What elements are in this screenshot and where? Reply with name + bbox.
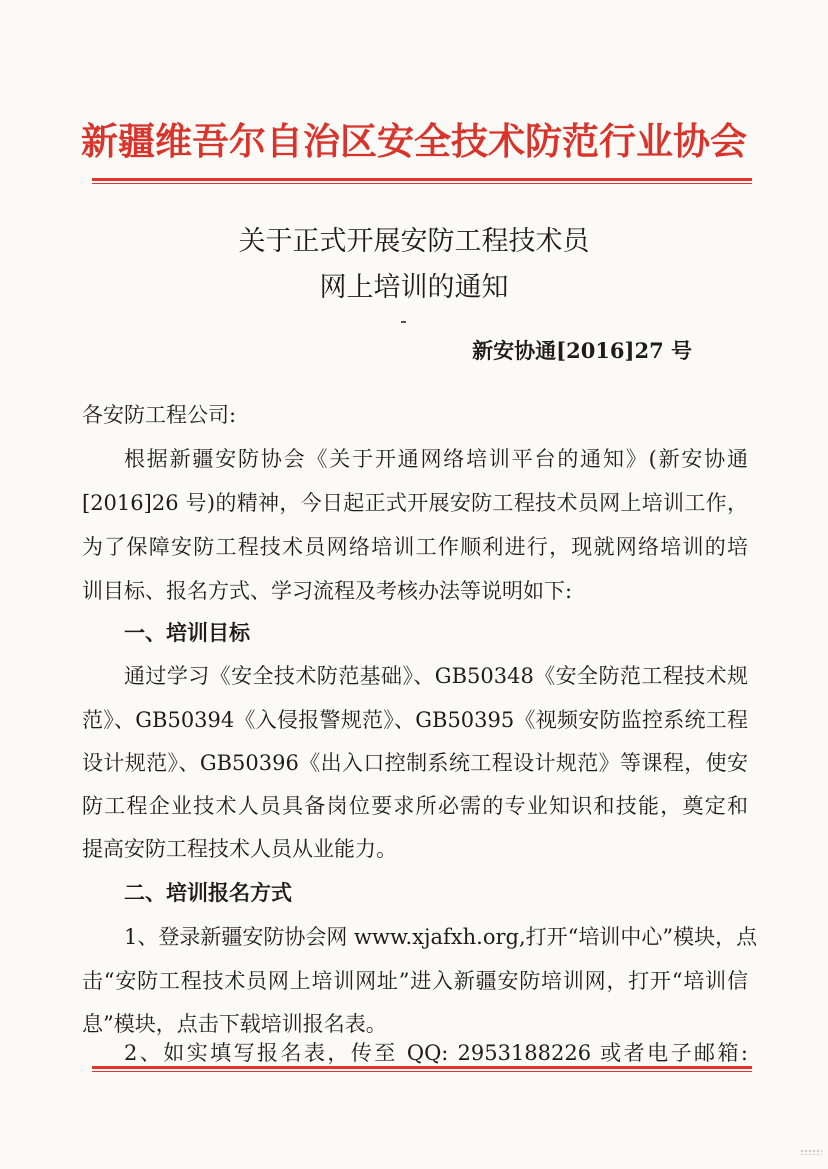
intro-line-1: 根据新疆安防协会《关于开通网络培训平台的通知》(新安协通 — [124, 447, 748, 471]
section-1-line-4: 防工程企业技术人员具备岗位要求所必需的专业知识和技能，奠定和 — [82, 794, 748, 818]
section-2-line-1: 1、登录新疆安防协会网 www.xjafxh.org,打开“培训中心”模块，点 — [124, 925, 758, 949]
intro-line-3: 为了保障安防工程技术员网络培训工作顺利进行，现就网络培训的培 — [82, 535, 748, 559]
scan-artifact — [800, 1149, 822, 1155]
notice-title-line-1: 关于正式开展安防工程技术员 — [238, 226, 590, 257]
section-1-line-5: 提高安防工程技术人员从业能力。 — [82, 837, 397, 861]
section-1-line-1: 通过学习《安全技术防范基础》、GB50348《安全防范工程技术规 — [124, 664, 748, 688]
section-1-heading: 一、培训目标 — [124, 620, 250, 645]
document-number: 新安协通[2016]27 号 — [472, 338, 692, 363]
section-2-line-4: 2、如实填写报名表，传至 QQ: 2953188226 或者电子邮箱: — [124, 1041, 748, 1065]
intro-line-4: 训目标、报名方式、学习流程及考核办法等说明如下: — [82, 579, 573, 603]
section-2-line-2: 击“安防工程技术员网上培训网址”进入新疆安防培训网，打开“培训信 — [82, 969, 748, 993]
organization-header: 新疆维吾尔自治区安全技术防范行业协会 — [81, 120, 747, 163]
footer-divider — [92, 1066, 752, 1072]
section-2-line-3: 息”模块，点击下载培训报名表。 — [82, 1012, 387, 1036]
section-2-heading: 二、培训报名方式 — [124, 880, 292, 905]
intro-line-2: [2016]26 号)的精神，今日起正式开展安防工程技术员网上培训工作， — [82, 491, 748, 515]
section-1-line-2: 范》、GB50394《入侵报警规范》、GB50395《视频安防监控系统工程 — [82, 708, 748, 732]
salutation: 各安防工程公司: — [82, 403, 237, 427]
section-1-line-3: 设计规范》、GB50396《出入口控制系统工程设计规范》等课程，使安 — [82, 751, 748, 775]
notice-title-line-2: 网上培训的通知 — [319, 272, 509, 303]
scan-dot — [401, 321, 406, 323]
header-divider — [92, 178, 752, 184]
